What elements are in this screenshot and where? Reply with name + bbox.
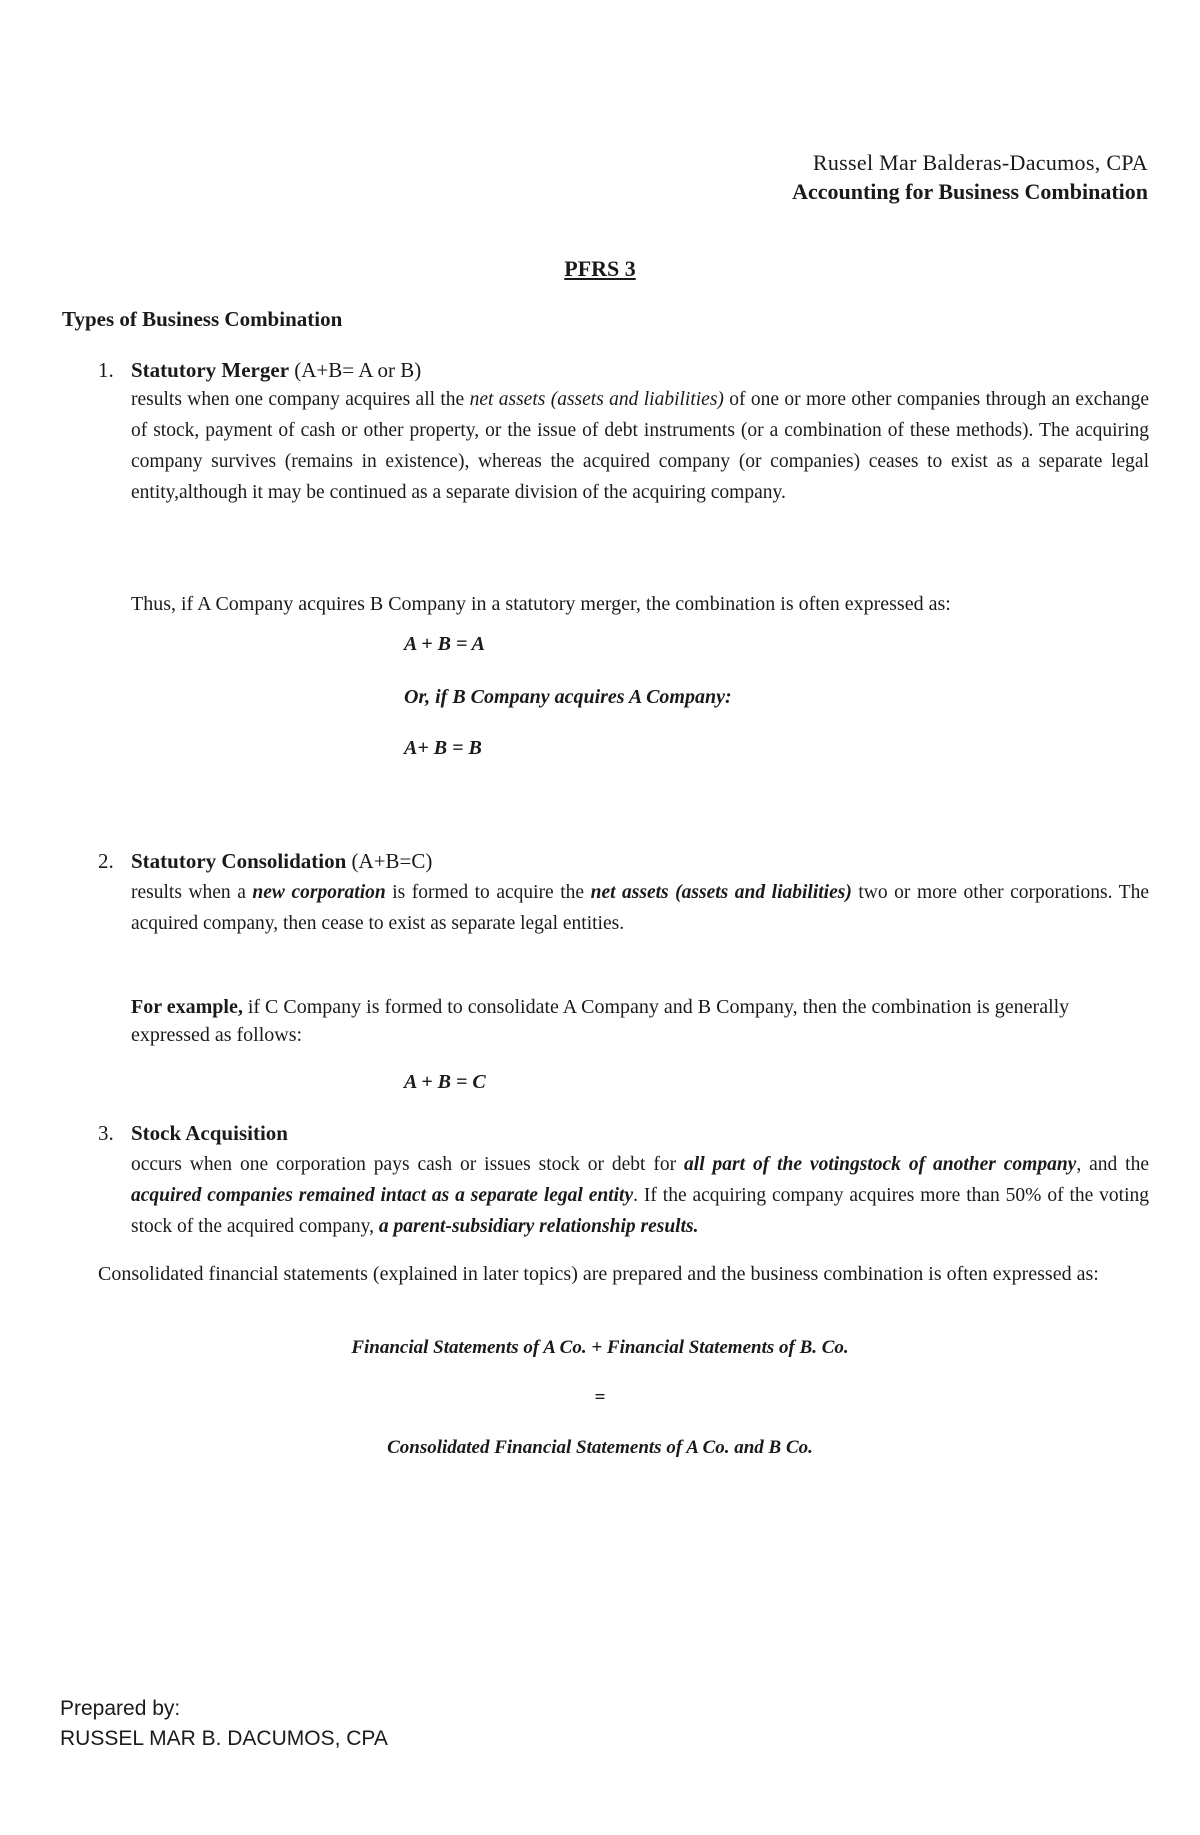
consolidated-statements-text: Consolidated financial statements (explained in later topics) are prepared and the business combination is often expressed as:: [98, 1263, 1099, 1285]
financial-statements-sum: Financial Statements of A Co. + Financial Statements of B. Co.: [351, 1337, 849, 1358]
standard-heading: PFRS 3: [564, 256, 636, 281]
desc-text: of one or more other companies through an exchange of stock, payment of cash or other property, or the issue of debt instruments (or a combination of these methods). The acquiring company survives (remains in existence), whereas the acquired company (or companies) ceases to exist as a separate legal entity,although it may be continued as a separate division of the acquiring company.: [131, 389, 1150, 503]
desc-text: two or more other corporations. The acquired company, then cease to exist as separate legal entities.: [131, 882, 1149, 934]
desc-text: results when a: [131, 882, 253, 903]
example-lead: For example,: [131, 996, 243, 1018]
item-number: 2.: [98, 849, 114, 873]
desc-emphasis: all part of the votingstock of another company: [684, 1154, 1077, 1175]
stock-acquisition-description: [131, 1149, 1149, 1242]
document-title: Accounting for Business Combination: [792, 179, 1148, 204]
merger-example-intro: Thus, if A Company acquires B Company in a statutory merger, the combination is often expressed as:: [131, 593, 951, 615]
merger-alt-intro: Or, if B Company acquires A Company:: [404, 686, 732, 708]
desc-text: occurs when one corporation pays cash or issues stock or debt for: [131, 1154, 685, 1175]
formula-a-plus-b-equals-a: A + B = A: [404, 633, 485, 655]
statutory-consolidation-description: [131, 877, 1149, 939]
equals-sign: =: [594, 1387, 606, 1408]
item-formula: (A+B=C): [351, 849, 433, 873]
desc-text: results when one company acquires all the: [131, 389, 470, 410]
item-number: 1.: [98, 358, 114, 382]
formula-a-plus-b-equals-b: A+ B = B: [404, 737, 482, 759]
item-formula: (A+B= A or B): [294, 358, 422, 382]
desc-emphasis: acquired companies remained intact as a separate legal entity: [131, 1185, 634, 1206]
desc-emphasis: net assets (assets and liabilities): [590, 882, 852, 903]
consolidated-statements-result: Consolidated Financial Statements of A Co. and B Co.: [387, 1437, 813, 1458]
item-title-text: Statutory Merger: [131, 358, 290, 382]
desc-text: is formed to acquire the: [385, 882, 591, 903]
item-title-text: Statutory Consolidation: [131, 849, 347, 873]
item-title-statutory-merger: [131, 358, 421, 383]
desc-emphasis: new corporation: [252, 882, 386, 903]
item-title-statutory-consolidation: [131, 849, 432, 874]
item-title-text: Stock Acquisition: [131, 1121, 288, 1145]
desc-emphasis: net assets (assets and liabilities): [469, 389, 724, 410]
author-name: Russel Mar Balderas-Dacumos, CPA: [812, 150, 1148, 175]
desc-emphasis: a parent-subsidiary relationship results.: [378, 1216, 699, 1237]
prepared-by-label: Prepared by:: [60, 1697, 181, 1720]
formula-a-plus-b-equals-c: A + B = C: [404, 1071, 486, 1093]
statutory-merger-description: [131, 384, 1149, 508]
desc-text: , and the: [1076, 1154, 1150, 1175]
section-heading: Types of Business Combination: [62, 307, 343, 331]
preparer-name: RUSSEL MAR B. DACUMOS, CPA: [60, 1727, 388, 1750]
item-title-stock-acquisition: [131, 1121, 288, 1146]
desc-text: . If the acquiring company acquires more than 50% of the voting stock of the acquired company,: [131, 1185, 1150, 1237]
item-number: 3.: [98, 1121, 114, 1145]
example-text: if C Company is formed to consolidate A Company and B Company, then the combination is generally expressed as follows:: [131, 996, 1070, 1046]
consolidation-example: [131, 993, 1131, 1049]
